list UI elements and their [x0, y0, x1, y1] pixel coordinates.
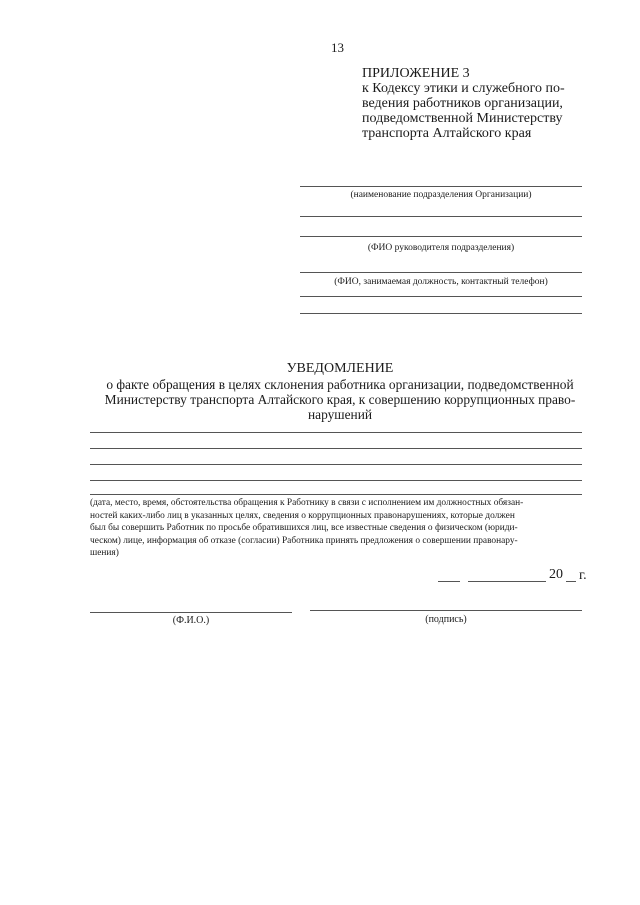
appendix-line: к Кодексу этики и служебного по- [362, 81, 565, 96]
signature-caption: (подпись) [425, 614, 467, 625]
description-line-4[interactable] [90, 480, 582, 481]
org-unit-field-line[interactable] [300, 186, 582, 187]
appendix-line: подведомственной Министерству [362, 111, 563, 126]
description-line-3[interactable] [90, 464, 582, 465]
org-unit-caption: (наименование подразделения Организации) [350, 190, 532, 200]
signature-field-line[interactable] [310, 610, 582, 611]
date-year-line[interactable] [566, 581, 576, 582]
sender-caption: (ФИО, занимаемая должность, контактный телефон) [334, 277, 548, 287]
description-footnote [90, 497, 582, 560]
description-line-5[interactable] [90, 494, 582, 495]
date-year-suffix: г. [579, 568, 587, 583]
name-field-line[interactable] [90, 612, 292, 613]
head-field-line[interactable] [300, 236, 582, 237]
footnote-line: был бы совершить Работник по просьбе обратившихся лиц, все известные сведения о физическом (юриди- [90, 523, 518, 533]
description-line-2[interactable] [90, 448, 582, 449]
date-day-line[interactable] [438, 581, 460, 582]
footnote-line: (дата, место, время, обстоятельства обращения к Работнику в связи с исполнением им должностных обязан- [90, 498, 524, 508]
appendix-title: ПРИЛОЖЕНИЕ 3 [362, 66, 470, 81]
description-line-1[interactable] [90, 432, 582, 433]
appendix-line: ведения работников организации, [362, 96, 563, 111]
name-caption: (Ф.И.О.) [172, 615, 210, 626]
date-month-line[interactable] [468, 581, 546, 582]
sender-extra-line-1[interactable] [300, 296, 582, 297]
appendix-block [362, 66, 622, 141]
notice-line: нарушений [307, 407, 373, 422]
org-unit-extra-line[interactable] [300, 216, 582, 217]
footnote-line: шения) [90, 548, 119, 558]
date-year-prefix: 20 [549, 567, 563, 582]
head-caption: (ФИО руководителя подразделения) [367, 243, 515, 253]
notice-line: Министерству транспорта Алтайского края, к совершению коррупционных право- [104, 392, 576, 407]
notice-line: о факте обращения в целях склонения работника организации, подведомственной [106, 377, 574, 392]
notice-body [80, 377, 600, 422]
sender-field-line[interactable] [300, 272, 582, 273]
footnote-line: ностей каких-либо лиц в указанных целях, сведения о коррупционных правонарушениях, которые должен [90, 510, 515, 521]
notice-title: УВЕДОМЛЕНИЕ [286, 361, 394, 376]
page-number: 13 [331, 40, 344, 55]
footnote-line: ческом) лице, информация об отказе (согласии) Работника принять предложения о совершении правонару- [90, 535, 518, 546]
appendix-line: транспорта Алтайского края [362, 126, 532, 141]
sender-extra-line-2[interactable] [300, 313, 582, 314]
